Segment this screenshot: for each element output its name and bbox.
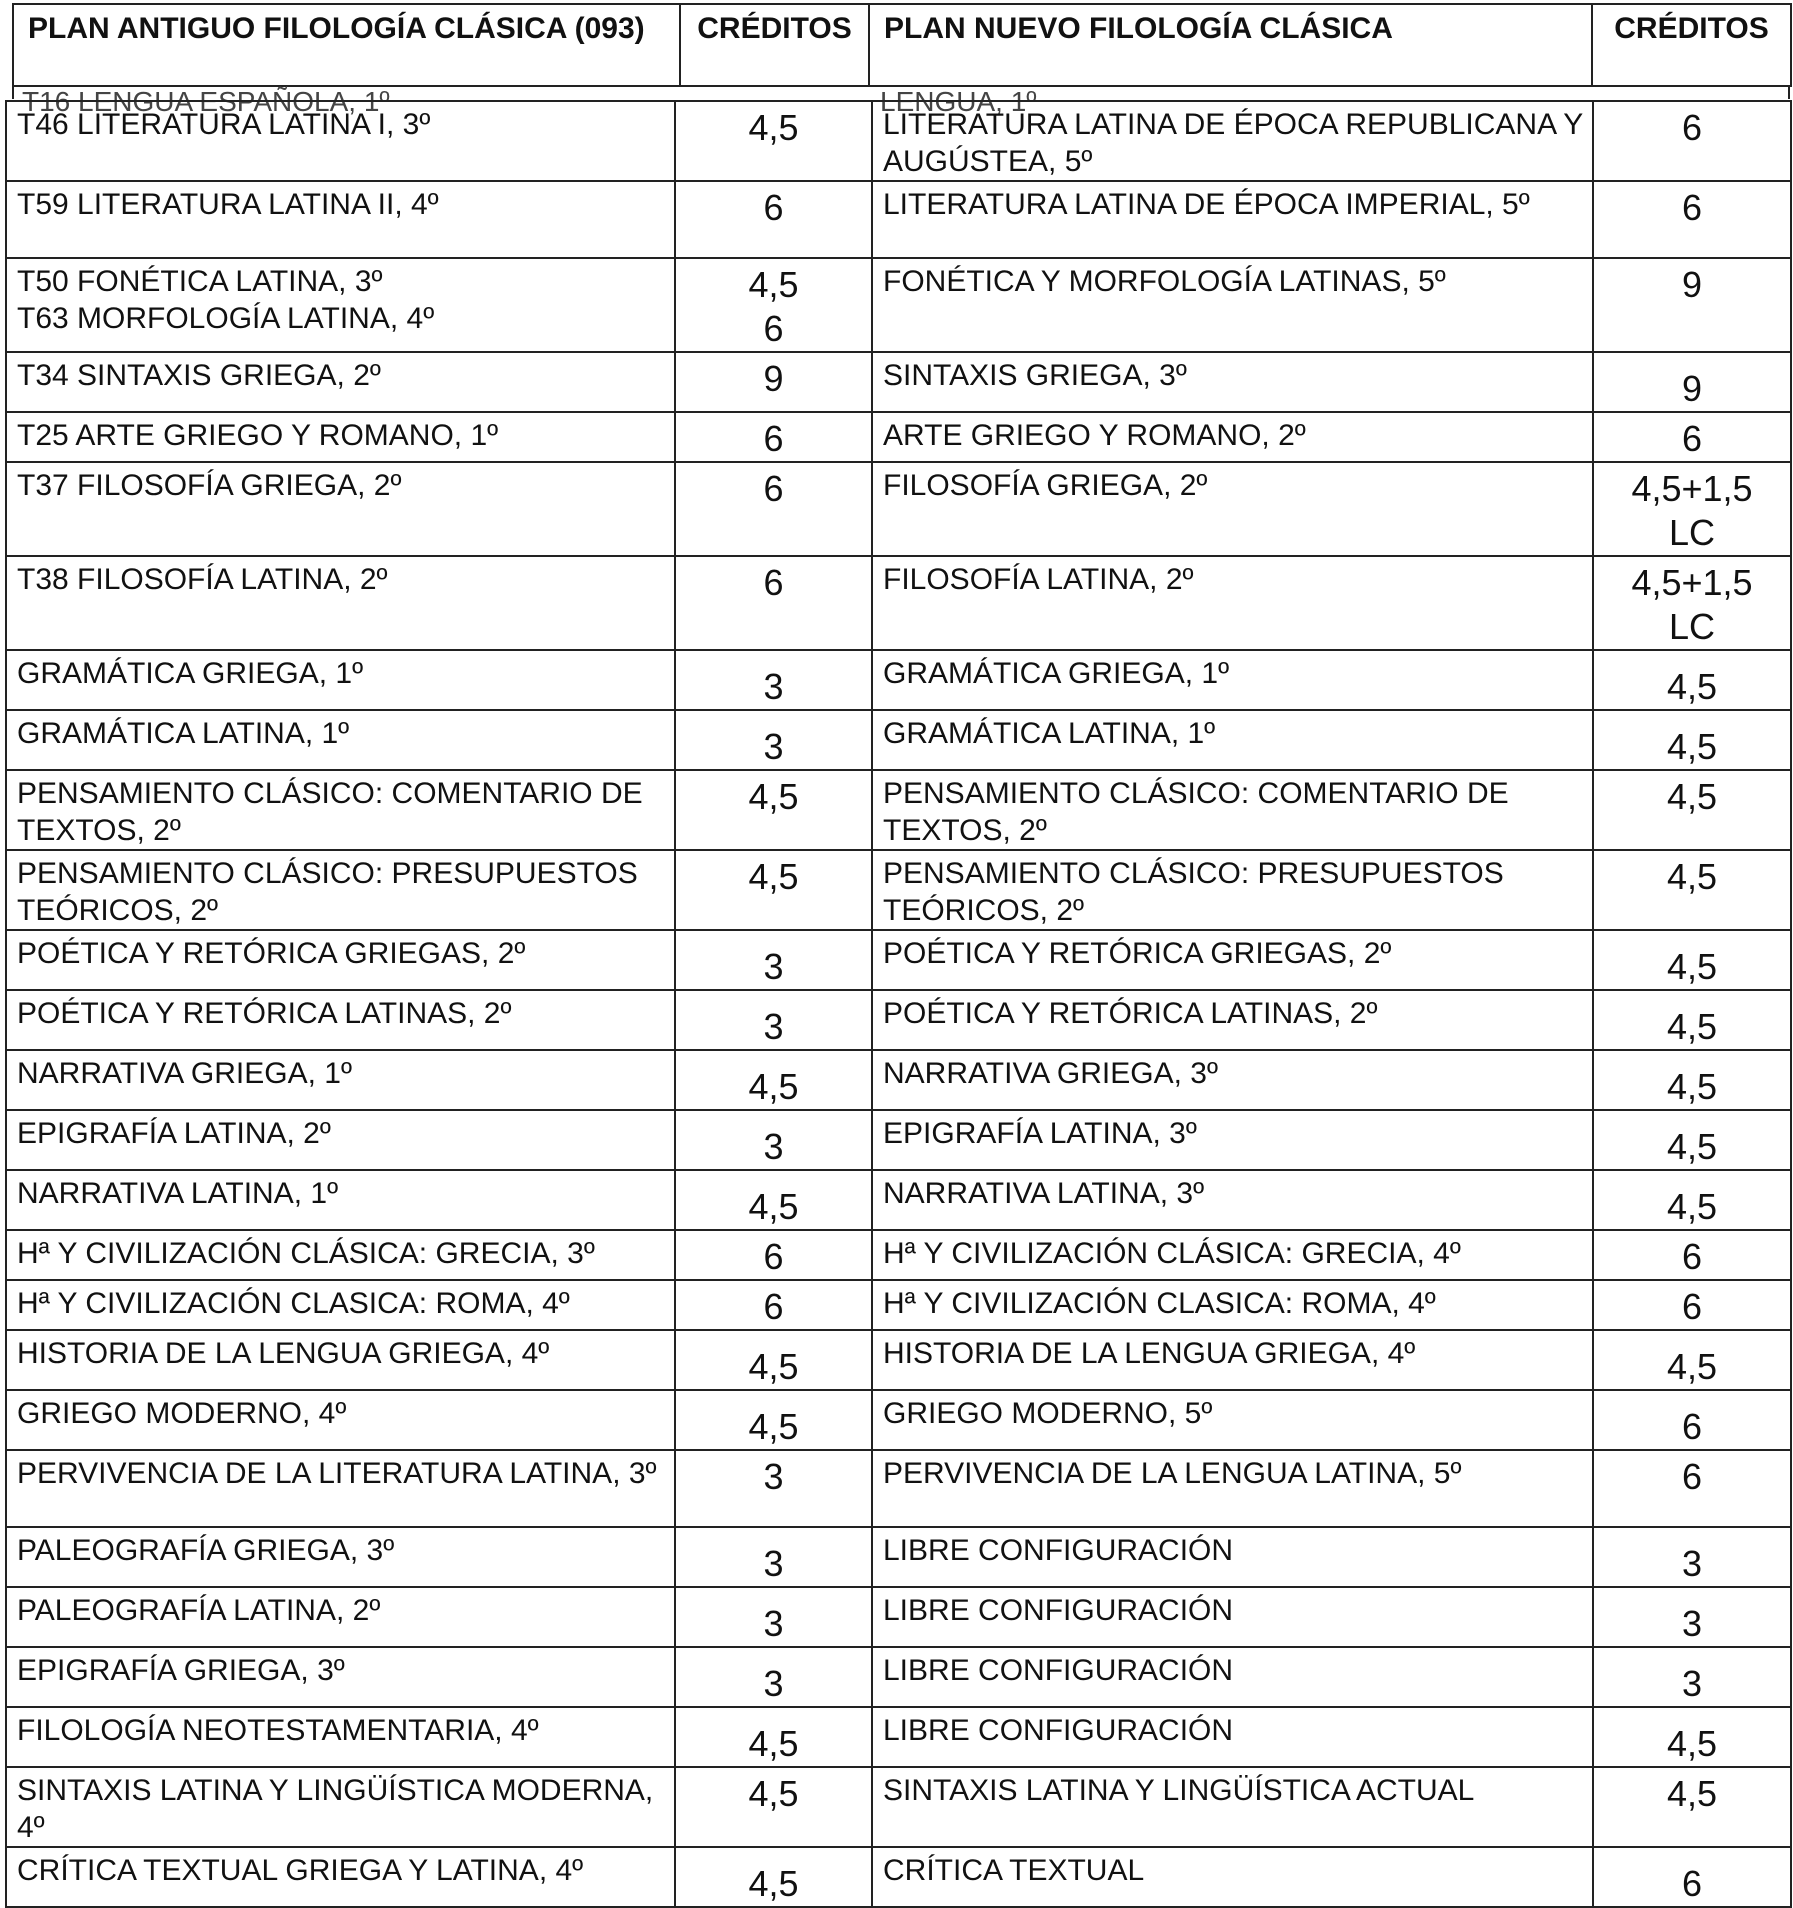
new-subject-cell: CRÍTICA TEXTUAL [872,1847,1593,1907]
old-credits-cell: 4,5 [675,1847,872,1907]
old-subject-cell: EPIGRAFÍA LATINA, 2º [6,1110,675,1170]
new-subject-cell: FILOSOFÍA LATINA, 2º [872,556,1593,650]
equivalence-rows [6,101,1791,1907]
new-credits-cell: 4,5+1,5 LC [1593,462,1791,556]
new-subject-cell: FILOSOFÍA GRIEGA, 2º [872,462,1593,556]
old-credits-cell: 3 [675,1527,872,1587]
new-subject-cell: Hª Y CIVILIZACIÓN CLÁSICA: GRECIA, 4º [872,1230,1593,1280]
old-credits-cell: 6 [675,412,872,462]
old-credits-cell: 3 [675,1587,872,1647]
new-credits-cell: 6 [1593,1847,1791,1907]
new-subject-cell: LIBRE CONFIGURACIÓN [872,1527,1593,1587]
old-credits-cell: 4,5 [675,850,872,930]
new-subject-cell: LIBRE CONFIGURACIÓN [872,1647,1593,1707]
table-row [6,1050,1791,1110]
table-row [6,462,1791,556]
old-credits-cell: 4,5 [675,1767,872,1847]
old-credits-cell: 6 [675,1280,872,1330]
equivalence-table [5,100,1792,1908]
table-row [6,1587,1791,1647]
old-subject-cell: T37 FILOSOFÍA GRIEGA, 2º [6,462,675,556]
old-credits-cell: 3 [675,930,872,990]
header-old-credits: CRÉDITOS [680,4,869,86]
table-row [6,1527,1791,1587]
new-subject-cell: GRAMÁTICA LATINA, 1º [872,710,1593,770]
old-subject-cell: GRIEGO MODERNO, 4º [6,1390,675,1450]
old-subject-cell: T34 SINTAXIS GRIEGA, 2º [6,352,675,412]
new-credits-cell: 3 [1593,1527,1791,1587]
old-subject-cell: GRAMÁTICA GRIEGA, 1º [6,650,675,710]
table-row [6,1280,1791,1330]
table-row [6,1647,1791,1707]
table-row [6,770,1791,850]
new-subject-cell: EPIGRAFÍA LATINA, 3º [872,1110,1593,1170]
new-subject-cell: LITERATURA LATINA DE ÉPOCA REPUBLICANA Y AUGÚSTEA, 5º [872,101,1593,181]
old-subject-cell: SINTAXIS LATINA Y LINGÜÍSTICA MODERNA, 4º [6,1767,675,1847]
old-credits-cell: 3 [675,990,872,1050]
new-subject-cell: LIBRE CONFIGURACIÓN [872,1587,1593,1647]
new-subject-cell: FONÉTICA Y MORFOLOGÍA LATINAS, 5º [872,258,1593,352]
header-new-credits: CRÉDITOS [1592,4,1791,86]
new-credits-cell: 4,5 [1593,650,1791,710]
table-row [6,650,1791,710]
table-row [6,352,1791,412]
table-row [6,1330,1791,1390]
old-subject-cell: PALEOGRAFÍA GRIEGA, 3º [6,1527,675,1587]
new-credits-cell: 3 [1593,1587,1791,1647]
old-subject-cell: POÉTICA Y RETÓRICA GRIEGAS, 2º [6,930,675,990]
old-credits-cell: 3 [675,650,872,710]
new-subject-cell: GRAMÁTICA GRIEGA, 1º [872,650,1593,710]
old-subject-cell: Hª Y CIVILIZACIÓN CLÁSICA: GRECIA, 3º [6,1230,675,1280]
table-row [6,1847,1791,1907]
header-row [13,4,1791,86]
new-subject-cell: NARRATIVA LATINA, 3º [872,1170,1593,1230]
table-row [6,412,1791,462]
new-subject-cell: LITERATURA LATINA DE ÉPOCA IMPERIAL, 5º [872,181,1593,258]
new-credits-cell: 6 [1593,101,1791,181]
new-subject-cell: LIBRE CONFIGURACIÓN [872,1707,1593,1767]
old-subject-cell: NARRATIVA GRIEGA, 1º [6,1050,675,1110]
old-subject-cell: GRAMÁTICA LATINA, 1º [6,710,675,770]
header-old-plan: PLAN ANTIGUO FILOLOGÍA CLÁSICA (093) [13,4,680,86]
new-subject-cell: SINTAXIS LATINA Y LINGÜÍSTICA ACTUAL [872,1767,1593,1847]
new-credits-cell: 4,5 [1593,1110,1791,1170]
old-subject-cell: EPIGRAFÍA GRIEGA, 3º [6,1647,675,1707]
new-credits-cell: 4,5 [1593,770,1791,850]
table-header [12,3,1792,87]
old-subject-cell: PERVIVENCIA DE LA LITERATURA LATINA, 3º [6,1450,675,1527]
table-row [6,1450,1791,1527]
old-credits-cell: 6 [675,1230,872,1280]
table-row [6,101,1791,181]
table-row [6,1390,1791,1450]
new-credits-cell: 4,5 [1593,1170,1791,1230]
new-subject-cell: SINTAXIS GRIEGA, 3º [872,352,1593,412]
old-credits-cell: 4,5 [675,1050,872,1110]
new-subject-cell: PENSAMIENTO CLÁSICO: PRESUPUESTOS TEÓRICOS, 2º [872,850,1593,930]
old-subject-cell: T46 LITERATURA LATINA I, 3º [6,101,675,181]
header-new-plan: PLAN NUEVO FILOLOGÍA CLÁSICA [869,4,1592,86]
old-subject-cell: Hª Y CIVILIZACIÓN CLASICA: ROMA, 4º [6,1280,675,1330]
table-row [6,710,1791,770]
old-credits-cell: 4,5 [675,1707,872,1767]
old-subject-cell: PENSAMIENTO CLÁSICO: COMENTARIO DE TEXTOS, 2º [6,770,675,850]
old-credits-cell: 4,5 [675,1170,872,1230]
new-credits-cell: 6 [1593,412,1791,462]
old-credits-cell: 4,5 [675,101,872,181]
new-credits-cell: 6 [1593,1390,1791,1450]
old-subject-cell: FILOLOGÍA NEOTESTAMENTARIA, 4º [6,1707,675,1767]
old-subject-cell: CRÍTICA TEXTUAL GRIEGA Y LATINA, 4º [6,1847,675,1907]
old-subject-cell: T50 FONÉTICA LATINA, 3º T63 MORFOLOGÍA LATINA, 4º [6,258,675,352]
new-subject-cell: ARTE GRIEGO Y ROMANO, 2º [872,412,1593,462]
new-credits-cell: 9 [1593,258,1791,352]
new-subject-cell: GRIEGO MODERNO, 5º [872,1390,1593,1450]
old-credits-cell: 6 [675,556,872,650]
old-credits-cell: 3 [675,710,872,770]
new-credits-cell: 6 [1593,181,1791,258]
old-credits-cell: 6 [675,462,872,556]
new-credits-cell: 4,5 [1593,1330,1791,1390]
old-credits-cell: 6 [675,181,872,258]
new-credits-cell: 6 [1593,1280,1791,1330]
new-subject-cell: POÉTICA Y RETÓRICA LATINAS, 2º [872,990,1593,1050]
table-row [6,1170,1791,1230]
new-credits-cell: 4,5 [1593,850,1791,930]
old-credits-cell: 4,5 [675,1330,872,1390]
new-credits-cell: 3 [1593,1647,1791,1707]
old-subject-cell: POÉTICA Y RETÓRICA LATINAS, 2º [6,990,675,1050]
table-row [6,258,1791,352]
table-row [6,556,1791,650]
new-subject-cell: HISTORIA DE LA LENGUA GRIEGA, 4º [872,1330,1593,1390]
cut-off-old-text: T16 LENGUA ESPAÑOLA, 1º [22,86,390,117]
old-credits-cell: 4,5 [675,770,872,850]
new-credits-cell: 4,5+1,5 LC [1593,556,1791,650]
new-credits-cell: 4,5 [1593,1050,1791,1110]
table-row [6,990,1791,1050]
new-subject-cell: Hª Y CIVILIZACIÓN CLASICA: ROMA, 4º [872,1280,1593,1330]
table-row [6,1767,1791,1847]
old-subject-cell: T25 ARTE GRIEGO Y ROMANO, 1º [6,412,675,462]
old-credits-cell: 3 [675,1110,872,1170]
old-subject-cell: HISTORIA DE LA LENGUA GRIEGA, 4º [6,1330,675,1390]
table-row [6,1110,1791,1170]
new-subject-cell: PENSAMIENTO CLÁSICO: COMENTARIO DE TEXTOS, 2º [872,770,1593,850]
table-row [6,181,1791,258]
new-credits-cell: 4,5 [1593,1767,1791,1847]
old-credits-cell: 3 [675,1647,872,1707]
new-credits-cell: 6 [1593,1450,1791,1527]
new-credits-cell: 4,5 [1593,1707,1791,1767]
old-subject-cell: PENSAMIENTO CLÁSICO: PRESUPUESTOS TEÓRICOS, 2º [6,850,675,930]
cut-off-new-text: LENGUA, 1º [880,86,1037,117]
old-credits-cell: 9 [675,352,872,412]
new-credits-cell: 4,5 [1593,990,1791,1050]
table-row [6,1707,1791,1767]
new-subject-cell: PERVIVENCIA DE LA LENGUA LATINA, 5º [872,1450,1593,1527]
new-credits-cell: 4,5 [1593,710,1791,770]
old-subject-cell: T59 LITERATURA LATINA II, 4º [6,181,675,258]
new-credits-cell: 4,5 [1593,930,1791,990]
table-row [6,850,1791,930]
new-subject-cell: POÉTICA Y RETÓRICA GRIEGAS, 2º [872,930,1593,990]
table-row [6,1230,1791,1280]
old-credits-cell: 4,5 [675,1390,872,1450]
old-credits-cell: 3 [675,1450,872,1527]
new-credits-cell: 9 [1593,352,1791,412]
old-subject-cell: T38 FILOSOFÍA LATINA, 2º [6,556,675,650]
old-subject-cell: PALEOGRAFÍA LATINA, 2º [6,1587,675,1647]
new-credits-cell: 6 [1593,1230,1791,1280]
old-credits-cell: 4,5 6 [675,258,872,352]
new-subject-cell: NARRATIVA GRIEGA, 3º [872,1050,1593,1110]
table-row [6,930,1791,990]
old-subject-cell: NARRATIVA LATINA, 1º [6,1170,675,1230]
cut-off-row [12,85,1790,117]
